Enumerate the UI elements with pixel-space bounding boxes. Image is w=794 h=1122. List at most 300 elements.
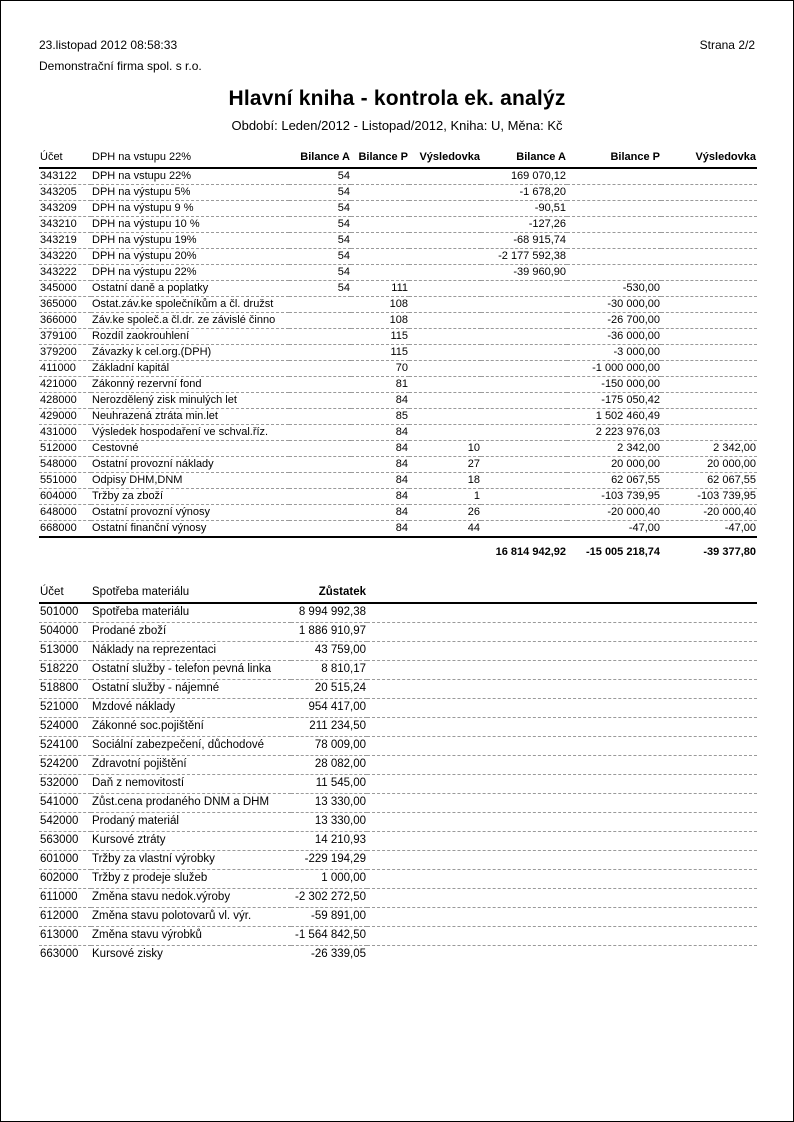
report-datetime: 23.listopad 2012 08:58:33 [39,38,178,52]
table-cell: 431000 [40,426,77,438]
table-cell [409,313,481,329]
table-cell: 14 210,93 [314,834,366,846]
table-cell: Ostatní finanční výnosy [92,522,207,534]
table-cell [351,249,409,265]
table-cell [351,217,409,233]
table-row [39,441,757,457]
table-cell [661,409,757,425]
table-cell: 26 [467,506,480,518]
table-cell: Spotřeba materiálu [92,606,190,619]
table-cell: 54 [337,282,350,294]
table-cell: 532000 [40,777,79,789]
table-cell: 345000 [40,282,77,294]
table-cell: -68 915,74 [513,234,566,246]
table-cell [289,377,351,393]
table-cell [481,345,567,361]
table-row [39,457,757,473]
table-cell [661,168,757,185]
table-cell: Náklady na reprezentaci [92,644,217,656]
table-cell [367,622,757,641]
table-cell: Neuhrazená ztráta min.let [92,410,218,422]
table-cell [289,313,351,329]
table-cell [367,926,757,945]
table-row [39,926,757,945]
table-cell [481,409,567,425]
table-cell: Kursové zisky [92,948,163,961]
total-cell [351,537,409,560]
table-cell: Změna stavu polotovarů vl. výr. [92,910,252,922]
table-cell: 613000 [40,929,79,941]
table-row [39,185,757,201]
table-cell: 211 234,50 [309,720,366,732]
table-cell: 601000 [40,853,79,865]
table-cell: Ostatní služby - telefon pevná linka [92,663,271,675]
table-row [39,603,757,622]
total-cell [91,537,289,560]
table-row [39,345,757,361]
table-cell: 20 515,24 [314,682,366,694]
totals-row [39,537,757,560]
table-cell: 11 545,00 [315,777,366,789]
table-cell [289,297,351,313]
table-cell: 81 [395,378,408,390]
table-cell: 524100 [40,739,79,751]
table-cell: 428000 [40,394,77,406]
table-cell [409,329,481,345]
table-cell: 343220 [40,250,77,262]
total-cell [409,537,481,560]
table-cell: 43 759,00 [314,644,366,656]
table-cell [409,185,481,201]
column-header: Účet [40,151,63,163]
table-cell [367,869,757,888]
table-cell: -3 000,00 [613,346,660,358]
table-cell [289,393,351,409]
table-cell: 108 [389,314,408,326]
table-row [39,409,757,425]
table-cell: 518220 [40,663,79,675]
table-cell: 44 [467,522,480,534]
table-row [39,660,757,679]
table-cell [409,425,481,441]
table-cell: Daň z nemovitostí [92,777,185,789]
table-cell: 1 502 460,49 [595,410,660,422]
table-cell: 54 [337,250,350,262]
table-cell [661,361,757,377]
table-cell [289,345,351,361]
total-cell: -15 005 218,74 [585,546,660,558]
report-header [39,35,755,77]
table-cell: 54 [337,170,350,182]
table-cell [661,281,757,297]
table-cell: Mzdové náklady [92,701,176,713]
column-header: Účet [40,586,64,598]
table-cell [481,473,567,489]
table-cell: Zůst.cena prodaného DNM a DHM [92,796,270,808]
table-cell: 84 [395,506,408,518]
table-cell: DPH na výstupu 9 % [92,202,194,214]
table-cell [289,489,351,505]
table-cell: -36 000,00 [607,330,660,342]
table-cell: 663000 [40,948,79,961]
table-cell [481,489,567,505]
table-cell: 512000 [40,442,77,454]
table-cell: Rozdíl zaokrouhlení [92,330,190,342]
table-cell [661,249,757,265]
table-cell [481,281,567,297]
table-cell [661,185,757,201]
table-cell: -90,51 [534,202,566,214]
table-cell: 54 [337,186,350,198]
table-cell: -1 000 000,00 [592,362,660,374]
column-header: Zůstatek [318,586,366,598]
column-header [367,584,757,603]
table-cell [409,249,481,265]
table-cell: Tržby za zboží [92,490,164,502]
table-cell: 10 [467,442,480,454]
table-cell [567,265,661,281]
table-cell: 518800 [40,682,79,694]
column-header: Bilance P [610,151,660,163]
table-cell [481,297,567,313]
table-cell: 84 [395,474,408,486]
table-cell: -39 960,90 [513,266,566,278]
table-cell [409,345,481,361]
table-cell: -1 564 842,50 [295,929,366,941]
report-period-subtitle: Období: Leden/2012 - Listopad/2012, Kniha: U, Měna: Kč [231,118,563,133]
table-cell [289,409,351,425]
table-cell [289,361,351,377]
table-cell: Kursové ztráty [92,834,166,846]
table-cell: 379200 [40,346,77,358]
table-cell [351,185,409,201]
table-cell: Ostatní služby - nájemné [92,682,220,694]
table-cell [409,233,481,249]
table-cell: 521000 [40,701,79,713]
report-header-left [39,35,202,77]
table-cell [409,377,481,393]
table-row [39,717,757,736]
table-cell: 84 [395,522,408,534]
page-number: Strana 2/2 [699,38,755,52]
table-cell: -2 177 592,38 [498,250,566,262]
column-header: DPH na vstupu 22% [92,151,192,163]
table-header-row [39,584,757,603]
table-cell [481,457,567,473]
table-cell: 343209 [40,202,77,214]
table-cell: 20 000,00 [611,458,660,470]
table-row [39,774,757,793]
table-cell: -103 739,95 [601,490,660,502]
table-row [39,233,757,249]
table-cell: 54 [337,234,350,246]
table-cell: Změna stavu nedok.výroby [92,891,231,903]
table-row [39,850,757,869]
table-cell [367,850,757,869]
table-cell [367,907,757,926]
table-cell: Zákonné soc.pojištění [92,720,204,732]
table-cell: 1 886 910,97 [298,625,366,637]
table-cell: 84 [395,442,408,454]
table-cell [409,393,481,409]
table-cell [367,831,757,850]
table-cell [367,793,757,812]
table-cell: 542000 [40,815,79,827]
table-cell: 612000 [40,910,79,922]
table-cell: 563000 [40,834,79,846]
table-cell: 84 [395,490,408,502]
table-cell: 27 [467,458,480,470]
table-cell [351,168,409,185]
table-cell [567,233,661,249]
table-cell: 541000 [40,796,79,808]
table-cell: 343122 [40,170,77,182]
total-cell [289,537,351,560]
table-cell [661,329,757,345]
table-cell: -20 000,40 [703,506,756,518]
table-cell: 8 810,17 [321,663,366,675]
table-row [39,736,757,755]
table-cell [481,313,567,329]
table-cell: 504000 [40,625,79,637]
table-cell: 111 [391,282,408,294]
table-cell [367,755,757,774]
table-cell [409,361,481,377]
table-cell [367,812,757,831]
table-row [39,217,757,233]
table-row [39,361,757,377]
column-header: Bilance A [300,151,350,163]
table-cell [289,473,351,489]
table-cell [409,217,481,233]
table-cell [409,201,481,217]
table-cell [481,505,567,521]
table-cell [289,521,351,538]
total-cell: 16 814 942,92 [495,546,566,558]
table-cell: DPH na vstupu 22% [92,170,192,182]
table-row [39,489,757,505]
table-row [39,168,757,185]
table-cell [409,409,481,425]
table-cell [661,233,757,249]
table-row [39,249,757,265]
table-cell: Tržby z prodeje služeb [92,872,208,884]
table-row [39,473,757,489]
table-cell [661,377,757,393]
table-row [39,329,757,345]
table-cell: Zdravotní pojištění [92,758,187,770]
table-cell: 343222 [40,266,77,278]
column-header: Bilance A [516,151,566,163]
table-row [39,755,757,774]
table-cell: DPH na výstupu 22% [92,266,197,278]
table-cell [367,641,757,660]
account-balance-table [39,584,757,964]
table-cell [409,281,481,297]
total-cell: -39 377,80 [703,546,756,558]
table-cell [351,233,409,249]
table-cell: 169 070,12 [510,170,566,182]
table-cell [367,888,757,907]
table-cell: 611000 [40,891,78,903]
table-cell [661,201,757,217]
table-cell: 501000 [40,606,79,619]
table-row [39,679,757,698]
table-cell: Ostatní provozní náklady [92,458,214,470]
table-cell [661,345,757,361]
table-cell: 108 [389,298,408,310]
table-cell: 524000 [40,720,79,732]
table-cell: Ostatní provozní výnosy [92,506,210,518]
table-cell: 54 [337,218,350,230]
table-cell [351,265,409,281]
table-cell [367,603,757,622]
table-cell: 1 [473,490,480,502]
table-cell: 379100 [40,330,77,342]
report-title: Hlavní kniha - kontrola ek. analýz [228,87,566,110]
table-cell [661,393,757,409]
table-cell: -150 000,00 [601,378,660,390]
table-cell: -26 339,05 [311,948,366,961]
table-cell [289,457,351,473]
table-cell [289,505,351,521]
table-cell: 602000 [40,872,79,884]
column-header: Výsledovka [419,151,480,163]
column-header: Výsledovka [695,151,756,163]
table-row [39,793,757,812]
table-row [39,265,757,281]
table-cell: -175 050,42 [601,394,660,406]
table-header-row [39,149,757,168]
table-cell [567,168,661,185]
table-cell [367,679,757,698]
table-cell: 411000 [40,362,76,374]
table-cell: Cestovné [92,442,139,454]
table-cell [289,425,351,441]
table-cell: 85 [395,410,408,422]
table-cell: -47,00 [628,522,660,534]
column-header: Spotřeba materiálu [92,586,190,598]
table-row [39,907,757,926]
column-header: Bilance P [358,151,408,163]
table-cell: 13 330,00 [314,815,366,827]
table-cell: 421000 [40,378,77,390]
table-cell: -103 739,95 [697,490,756,502]
table-cell: -20 000,40 [607,506,660,518]
table-cell: 70 [395,362,408,374]
table-cell: 1 000,00 [321,872,366,884]
table-cell: 2 342,00 [617,442,660,454]
table-row [39,297,757,313]
table-cell: -59 891,00 [311,910,366,922]
table-cell: Závazky k cel.org.(DPH) [92,346,212,358]
table-row [39,281,757,297]
total-cell [39,537,91,560]
table-cell: 78 009,00 [314,739,366,751]
table-cell [481,441,567,457]
table-cell: 524200 [40,758,79,770]
table-cell: 343210 [40,218,77,230]
table-cell: 551000 [40,474,77,486]
table-cell [409,168,481,185]
table-cell [567,217,661,233]
table-cell: 429000 [40,410,77,422]
table-row [39,425,757,441]
table-row [39,812,757,831]
table-cell [367,774,757,793]
table-cell [351,201,409,217]
table-cell: 84 [395,426,408,438]
table-cell: 62 067,55 [707,474,756,486]
table-cell: -1 678,20 [519,186,566,198]
table-row [39,313,757,329]
table-cell [409,297,481,313]
table-cell: Ostat.záv.ke společníkům a čl. družst [92,298,274,310]
table-row [39,869,757,888]
table-cell: DPH na výstupu 19% [92,234,197,246]
table-cell: Prodané zboží [92,625,167,637]
table-cell: Základní kapitál [92,362,170,374]
table-cell [661,217,757,233]
table-row [39,505,757,521]
table-cell [661,265,757,281]
table-cell: 115 [390,346,408,358]
table-cell: Odpisy DHM,DNM [92,474,183,486]
table-cell: 668000 [40,522,77,534]
table-row [39,201,757,217]
table-cell: 343205 [40,186,77,198]
table-cell: 343219 [40,234,77,246]
table-cell: DPH na výstupu 5% [92,186,191,198]
table-cell [289,441,351,457]
table-cell: DPH na výstupu 10 % [92,218,200,230]
table-cell [661,425,757,441]
table-cell [481,329,567,345]
table-cell: 365000 [40,298,77,310]
table-cell: 84 [395,458,408,470]
company-name: Demonstrační firma spol. s r.o. [39,59,202,73]
table-cell: -26 700,00 [607,314,660,326]
table-cell: 13 330,00 [314,796,366,808]
table-cell [367,698,757,717]
balance-analysis-table [39,149,757,560]
table-cell: Sociální zabezpečení, důchodové [92,739,264,751]
table-cell: -47,00 [724,522,756,534]
table-cell: 2 223 976,03 [595,426,660,438]
table-cell: -530,00 [622,282,660,294]
table-cell: -30 000,00 [607,298,660,310]
table-cell [481,377,567,393]
table-cell: 648000 [40,506,77,518]
table-cell [289,329,351,345]
table-cell [567,249,661,265]
table-cell: 18 [467,474,480,486]
table-cell: 54 [337,266,350,278]
table-cell: 513000 [40,644,79,656]
table-cell: Nerozdělený zisk minulých let [92,394,237,406]
table-cell [367,717,757,736]
table-cell: 84 [395,394,408,406]
table-cell [409,265,481,281]
table-cell: 366000 [40,314,77,326]
table-row [39,622,757,641]
table-row [39,698,757,717]
table-cell [481,361,567,377]
table-cell: 115 [390,330,408,342]
table-cell [481,425,567,441]
table-cell: -2 302 272,50 [295,891,366,903]
table-cell: 954 417,00 [308,701,366,713]
